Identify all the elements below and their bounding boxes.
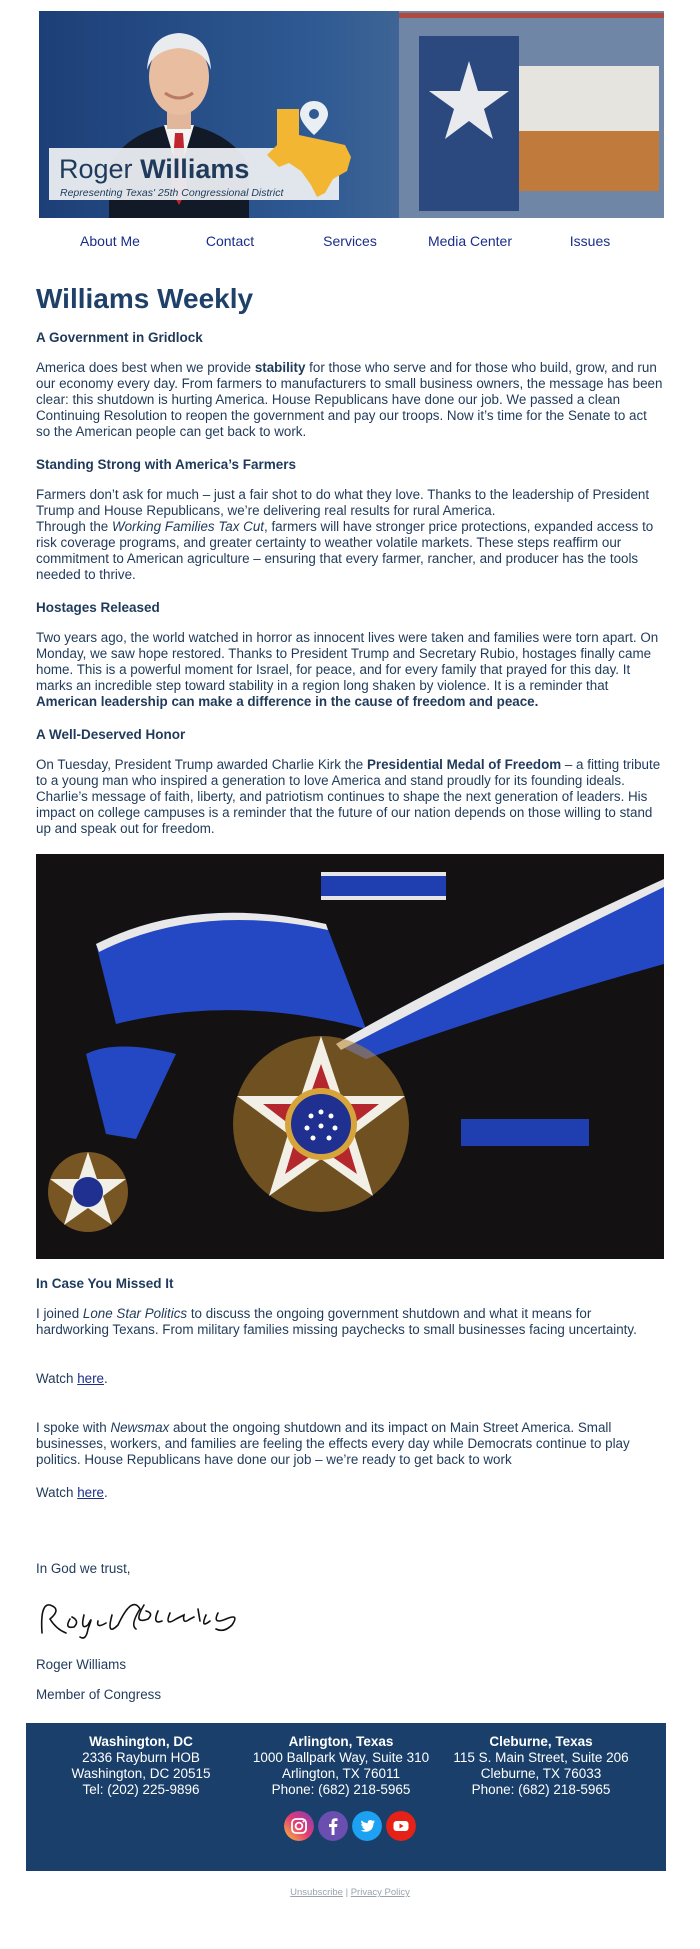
office-city: Cleburne, Texas [489,1734,593,1749]
office-phone: Phone: (682) 218-5965 [271,1782,411,1797]
text-run: – a fitting tribute to a young man who inspired a generation to love America and stand proudly for its founding ideals. Charlie’s message of faith, liberty, and patriotism continues to shape the next generation of leaders. His impact on college campuses is a reminder that the future of our nation depends on those willing to stand up and speak out for freedom. [36,757,661,836]
closing-name: Roger Williams [36,1657,127,1672]
section-heading-honor: A Well-Deserved Honor [36,727,186,742]
banner-name-first: Roger [59,154,133,184]
bold-text: stability [254,360,306,375]
italic-text: Lone Star Politics [82,1306,188,1321]
watch-line-1 [36,1371,664,1387]
watch-here-link-1[interactable]: here [77,1371,104,1386]
text-run: Two years ago, the world watched in horror as innocent lives were taken and families were torn apart. On Monday, we saw hope restored. Thanks to President Trump and Secretary Rubio, hostages finally came home. This is a powerful moment for Israel, for peace, and for every family that prayed for this day. It marks an incredible step toward stability in a region long shaken by violence. It is a reminder that [36,630,659,693]
paragraph-hostages [36,630,664,710]
text-run: for those who serve and for those who build, grow, and run our economy every day. From farmers to manufacturers to small business owners, the message has been clear: this shutdown is hurting America. House Republicans have done our job. We passed a clean Continuing Resolution to reopen the government and pay our troops. Now it’s time for the Senate to act so the American people can get back to work. [36,360,663,439]
text-run: Watch [36,1371,78,1386]
main-navigation [50,233,650,255]
text-run: America does best when we provide [36,360,255,375]
office-columns [26,1734,666,1798]
text-run: Farmers don’t ask for much – just a fair shot to do what they love. Thanks to the leadership of President Trump and House Republicans, we’re delivering real results for rural America. [36,487,650,518]
texas-flag-mural [399,11,664,218]
twitter-icon[interactable] [352,1811,382,1841]
italic-text: Newsmax [110,1420,170,1435]
bold-text: American leadership can make a difference in the cause of freedom and peace. [36,694,539,709]
unsubscribe-link[interactable]: Unsubscribe [290,1887,343,1898]
header-banner [39,11,664,218]
text-run: about the ongoing shutdown and its impact on Main Street America. Small businesses, workers, and families are feeling the effects every day while Democrats continue to play politics. House Republicans have done our job – we’re ready to get back to work [36,1420,630,1467]
footer-offices [26,1723,666,1871]
office-address-line: 2336 Rayburn HOB [82,1750,200,1765]
privacy-policy-link[interactable]: Privacy Policy [350,1887,410,1898]
paragraph-gridlock [36,360,664,440]
nav-issues[interactable]: Issues [569,233,611,249]
bold-text: Presidential Medal of Freedom [366,757,562,772]
paragraph-farmers [36,487,664,583]
link-separator: | [342,1887,351,1898]
office-address-line: Arlington, TX 76011 [281,1766,401,1781]
text-run: . [104,1485,108,1500]
text-run: , farmers will have stronger price protections, expanded access to risk coverage programs, and greater certainty to weather volatile markets. These steps reaffirm our commitment to American agriculture – ensuring that every farmer, rancher, and producer has the tools needed to thrive. [36,519,654,582]
office-city: Washington, DC [89,1734,193,1749]
watch-here-link-2[interactable]: here [77,1485,104,1500]
office-cleburne [441,1734,641,1798]
section-heading-missed: In Case You Missed It [36,1276,174,1291]
closing-title: Member of Congress [36,1687,162,1702]
section-heading-farmers: Standing Strong with America’s Farmers [36,457,297,472]
youtube-icon[interactable] [386,1811,416,1841]
nav-media-center[interactable]: Media Center [427,233,513,249]
social-links [284,1811,416,1841]
text-run: Through the [36,519,112,534]
office-city: Arlington, Texas [288,1734,394,1749]
newsletter-title: Williams Weekly [36,283,254,314]
office-address-line: Washington, DC 20515 [71,1766,211,1781]
text-run: I joined [36,1306,83,1321]
text-run: I spoke with [36,1420,111,1435]
nav-about-me[interactable]: About Me [80,233,140,249]
section-heading-gridlock: A Government in Gridlock [36,330,203,345]
italic-text: Working Families Tax Cut [111,519,264,534]
office-arlington [241,1734,441,1798]
banner-name [59,154,249,185]
newsletter-body [36,282,664,1720]
texas-map-icon [267,101,362,199]
office-phone: Phone: (682) 218-5965 [471,1782,611,1797]
text-run: . [104,1371,108,1386]
nav-services[interactable]: Services [323,233,377,249]
footer-links [0,1887,700,1898]
section-heading-hostages: Hostages Released [36,600,160,615]
office-address-line: 115 S. Main Street, Suite 206 [453,1750,629,1765]
banner-name-last: Williams [140,154,250,184]
office-address-line: Cleburne, TX 76033 [480,1766,602,1781]
spacer [36,1518,664,1561]
text-run: Watch [36,1485,78,1500]
paragraph-lone-star-politics [36,1306,664,1338]
banner-tagline: Representing Texas' 25th Congressional District [60,187,284,199]
closing-salutation: In God we trust, [36,1561,131,1576]
office-address-line: 1000 Ballpark Way, Suite 310 [252,1750,430,1765]
spacer [36,1355,664,1371]
text-run: to discuss the ongoing government shutdown and what it means for hardworking Texans. From military families missing paychecks to small businesses facing uncertainty. [36,1306,637,1337]
nav-contact[interactable]: Contact [205,233,255,249]
medal-of-freedom-photo [36,854,664,1259]
spacer [36,1404,664,1420]
facebook-icon[interactable] [318,1811,348,1841]
instagram-icon[interactable] [284,1811,314,1841]
paragraph-newsmax [36,1420,664,1468]
office-washington [41,1734,241,1798]
text-run: On Tuesday, President Trump awarded Charlie Kirk the [36,757,367,772]
office-phone: Tel: (202) 225-9896 [82,1782,200,1797]
paragraph-honor [36,757,664,837]
watch-line-2 [36,1485,664,1501]
signature-image [36,1585,266,1645]
